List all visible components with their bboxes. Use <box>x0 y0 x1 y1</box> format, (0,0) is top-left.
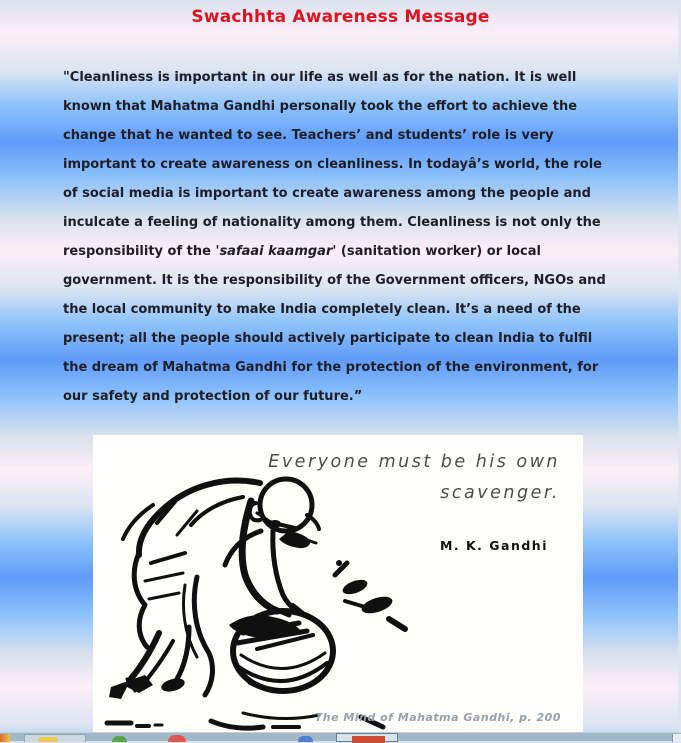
article-quote-closing: (sanitation worker) or local government. It is the responsibility of the Government officers, NGOs and the local community to make India completely clean. It’s a need of the present; all the people should actively participate to clean India to fulfil the dream of Mahatma Gandhi for the protection of the environment, for our safety and protection of our future.” <box>63 244 606 404</box>
gandhi-quote-figure <box>93 435 583 732</box>
article-quote-opening: "Cleanliness is important in our life as well as for the nation. It is well known that Mahatma Gandhi personally took the effort to achieve the change that he wanted to see. Teachers’ and students’ role is very important to create awareness on cleanliness. In todayâ’s world, the role of social media is important to create awareness among the people and inculcate a feeling of nationality among them. Cleanliness is not only the responsibility of the <box>63 70 602 259</box>
quicklaunch-green-app-icon[interactable] <box>112 736 127 742</box>
figure-quote-line-2: scavenger. <box>440 483 560 503</box>
figure-source-caption: The Mind of Mahatma Gandhi, p. 200 <box>314 711 561 724</box>
figure-quote-line-1: Everyone must be his own <box>268 452 560 472</box>
safaai-kaamgar-term: 'safaai kaamgar' <box>215 244 337 259</box>
quicklaunch-blue-app-icon[interactable] <box>298 736 313 742</box>
figure-quote <box>268 447 560 509</box>
document-app-icon <box>352 736 385 743</box>
awareness-message-paragraph <box>63 63 621 411</box>
figure-author-signature: M. K. Gandhi <box>439 538 548 553</box>
taskbar-strip <box>0 732 681 741</box>
folder-icon <box>39 737 57 742</box>
page-title: Swachhta Awareness Message <box>191 7 490 27</box>
